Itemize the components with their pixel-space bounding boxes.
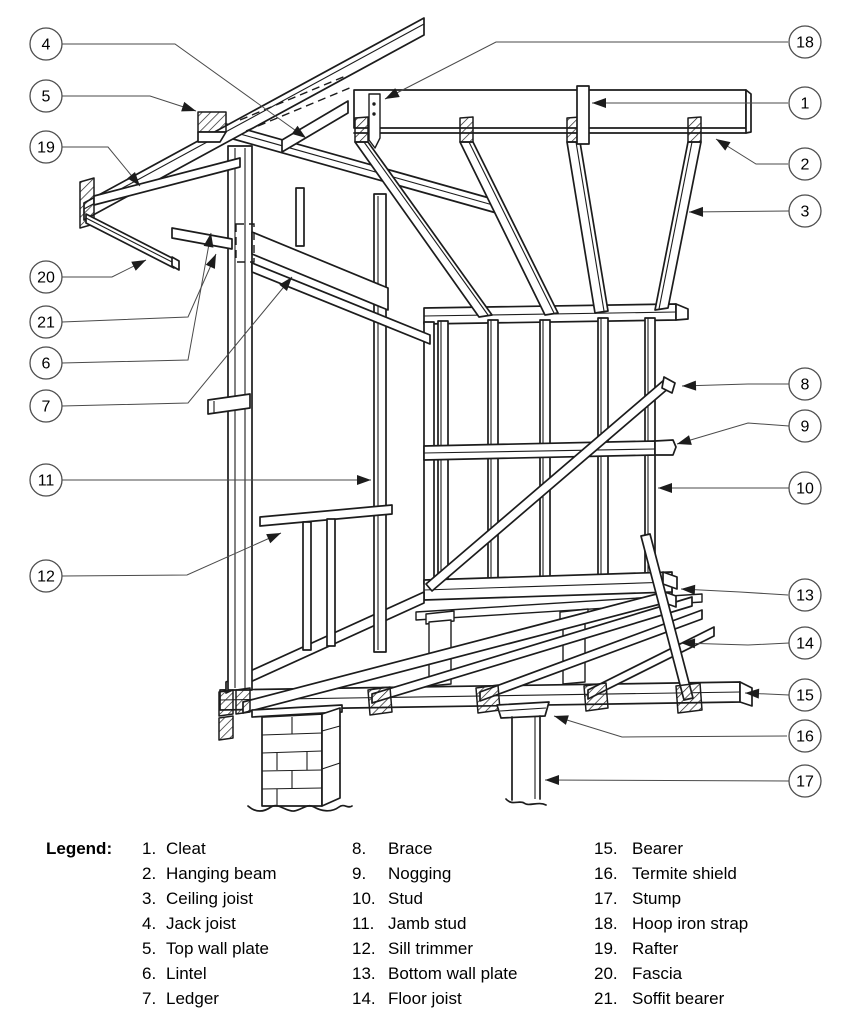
legend-item	[352, 936, 517, 961]
callout-9-nogging	[677, 410, 821, 444]
legend-heading: Legend:	[46, 839, 113, 858]
leader-line	[62, 260, 146, 277]
callout-number: 16	[796, 728, 814, 746]
callout-number: 15	[796, 687, 814, 705]
side-bottom-plate	[226, 592, 424, 693]
legend-item-number: 13.	[352, 964, 376, 983]
callout-6-lintel	[30, 233, 211, 379]
legend-item-number: 10.	[352, 889, 376, 908]
legend-item-number: 8.	[352, 839, 367, 858]
leader-line	[62, 277, 292, 406]
callout-17-stump	[545, 765, 821, 797]
leader-line	[545, 780, 789, 781]
leader-line	[716, 139, 788, 164]
leader-line	[62, 96, 196, 111]
legend-item	[594, 961, 748, 986]
brick-pier	[248, 705, 352, 811]
hanger-cleat-block	[355, 117, 368, 142]
callout-18-hoop-iron-strap	[385, 26, 821, 99]
legend-item	[142, 886, 277, 911]
fascia	[86, 214, 179, 270]
legend-column-2	[352, 836, 517, 1011]
hanger-cleat-block	[688, 117, 701, 142]
legend-item-label: Cleat	[166, 839, 206, 858]
callout-19-rafter	[30, 131, 140, 186]
legend-item-number: 21.	[594, 989, 618, 1008]
callout-number: 20	[37, 269, 55, 287]
legend-item-number: 19.	[594, 939, 618, 958]
side-wall	[208, 146, 430, 740]
legend-item-label: Fascia	[632, 964, 683, 983]
callout-15-bearer	[745, 679, 821, 711]
callout-2-hanging-beam	[716, 139, 821, 180]
callout-11-jamb-stud	[30, 464, 371, 496]
legend-item-label: Stud	[388, 889, 423, 908]
callout-number: 13	[796, 587, 814, 605]
stump-termite-shield	[497, 702, 549, 805]
sill-trimmer	[260, 505, 392, 526]
noggings	[424, 440, 676, 460]
legend-item-label: Sill trimmer	[388, 939, 473, 958]
legend-item-number: 7.	[142, 989, 157, 1008]
legend-item-label: Hanging beam	[166, 864, 277, 883]
leader-line	[62, 233, 211, 363]
callout-number: 21	[37, 314, 55, 332]
legend-item	[352, 886, 517, 911]
legend-item-number: 9.	[352, 864, 367, 883]
hanger-cleat-block	[460, 117, 473, 142]
legend-item	[352, 861, 517, 886]
callout-number: 5	[41, 88, 51, 106]
callout-number: 14	[796, 635, 814, 653]
legend-item-label: Rafter	[632, 939, 679, 958]
callout-16-termite-shield	[554, 716, 821, 752]
leader-line	[677, 423, 789, 444]
callout-number: 3	[800, 203, 810, 221]
callout-number: 6	[41, 355, 51, 373]
legend-item-label: Ceiling joist	[166, 889, 253, 908]
jack-stud	[303, 522, 311, 650]
callout-number: 19	[37, 139, 55, 157]
legend-item-label: Stump	[632, 889, 682, 908]
callout-14-floor-joist	[681, 627, 821, 659]
legend-item	[352, 961, 517, 986]
legend-item-label: Ledger	[166, 989, 219, 1008]
leader-line	[689, 211, 789, 212]
legend-item	[594, 836, 748, 861]
legend-item-number: 1.	[142, 839, 157, 858]
callout-number: 9	[800, 418, 810, 436]
legend-item-number: 2.	[142, 864, 157, 883]
legend-item	[352, 836, 517, 861]
legend-item-number: 11.	[352, 914, 375, 933]
hoop-iron-strap	[369, 94, 380, 148]
callout-number: 18	[796, 34, 814, 52]
callout-number: 1	[800, 95, 810, 113]
legend-item-label: Hoop iron strap	[632, 914, 749, 933]
stud-above-lintel	[296, 188, 304, 246]
legend-item	[142, 861, 277, 886]
callout-number: 8	[800, 376, 810, 394]
legend-item-label: Termite shield	[632, 864, 737, 883]
legend-item-label: Soffit bearer	[632, 989, 725, 1008]
bottom-wall-plate	[424, 572, 677, 600]
leader-line	[62, 254, 216, 322]
jamb-stud	[374, 194, 386, 652]
callout-8-brace	[682, 368, 821, 400]
legend-item-number: 18.	[594, 914, 618, 933]
legend-item	[142, 911, 277, 936]
ceiling-joists	[355, 142, 701, 317]
legend-item-label: Bottom wall plate	[388, 964, 518, 983]
legend-column-1	[142, 836, 277, 1011]
legend-item-number: 4.	[142, 914, 157, 933]
legend-item	[594, 911, 748, 936]
soffit-bearer	[172, 228, 232, 249]
legend-item-label: Lintel	[166, 964, 207, 983]
legend-item-label: Nogging	[388, 864, 452, 883]
legend-item-number: 6.	[142, 964, 157, 983]
legend-item-label: Bearer	[632, 839, 684, 858]
legend-item	[142, 936, 277, 961]
legend-item-number: 3.	[142, 889, 157, 908]
jack-stud	[327, 519, 335, 646]
callout-number: 11	[37, 472, 55, 490]
legend-item-number: 5.	[142, 939, 157, 958]
callout-number: 4	[41, 36, 51, 54]
legend-item-number: 15.	[594, 839, 618, 858]
leader-line	[554, 716, 787, 737]
legend-item-number: 20.	[594, 964, 618, 983]
legend-item	[142, 836, 277, 861]
legend-item	[352, 986, 517, 1011]
hanging-beam	[354, 86, 751, 148]
callout-20-fascia	[30, 260, 146, 293]
legend-item	[594, 986, 748, 1011]
legend-item-number: 16.	[594, 864, 618, 883]
callout-number: 17	[796, 773, 814, 791]
legend-item-label: Brace	[388, 839, 433, 858]
callout-3-ceiling-joist	[689, 195, 821, 227]
legend-item	[142, 961, 277, 986]
legend-item-label: Jack joist	[166, 914, 236, 933]
legend-item-label: Floor joist	[388, 989, 462, 1008]
legend-item-number: 17.	[594, 889, 618, 908]
legend-item-label: Jamb stud	[388, 914, 467, 933]
cleat	[577, 86, 589, 144]
legend-item	[594, 936, 748, 961]
legend-item	[142, 986, 277, 1011]
legend-item	[352, 911, 517, 936]
callout-number: 10	[796, 480, 814, 498]
callout-number: 2	[800, 156, 810, 174]
legend-item	[594, 886, 748, 911]
legend-column-3	[594, 836, 748, 1011]
leader-line	[62, 44, 306, 138]
legend-item-label: Top wall plate	[166, 939, 270, 958]
callout-10-stud	[658, 472, 821, 504]
top-plate-end	[198, 112, 226, 142]
callout-number: 12	[37, 568, 55, 586]
callout-number: 7	[41, 398, 51, 416]
jack-joist	[282, 101, 348, 152]
corner-stud	[228, 146, 252, 690]
legend-item-number: 12.	[352, 939, 376, 958]
callout-5-top-wall-plate	[30, 80, 196, 112]
leader-line	[682, 384, 789, 386]
legend-item	[594, 861, 748, 886]
legend-item-number: 14.	[352, 989, 376, 1008]
